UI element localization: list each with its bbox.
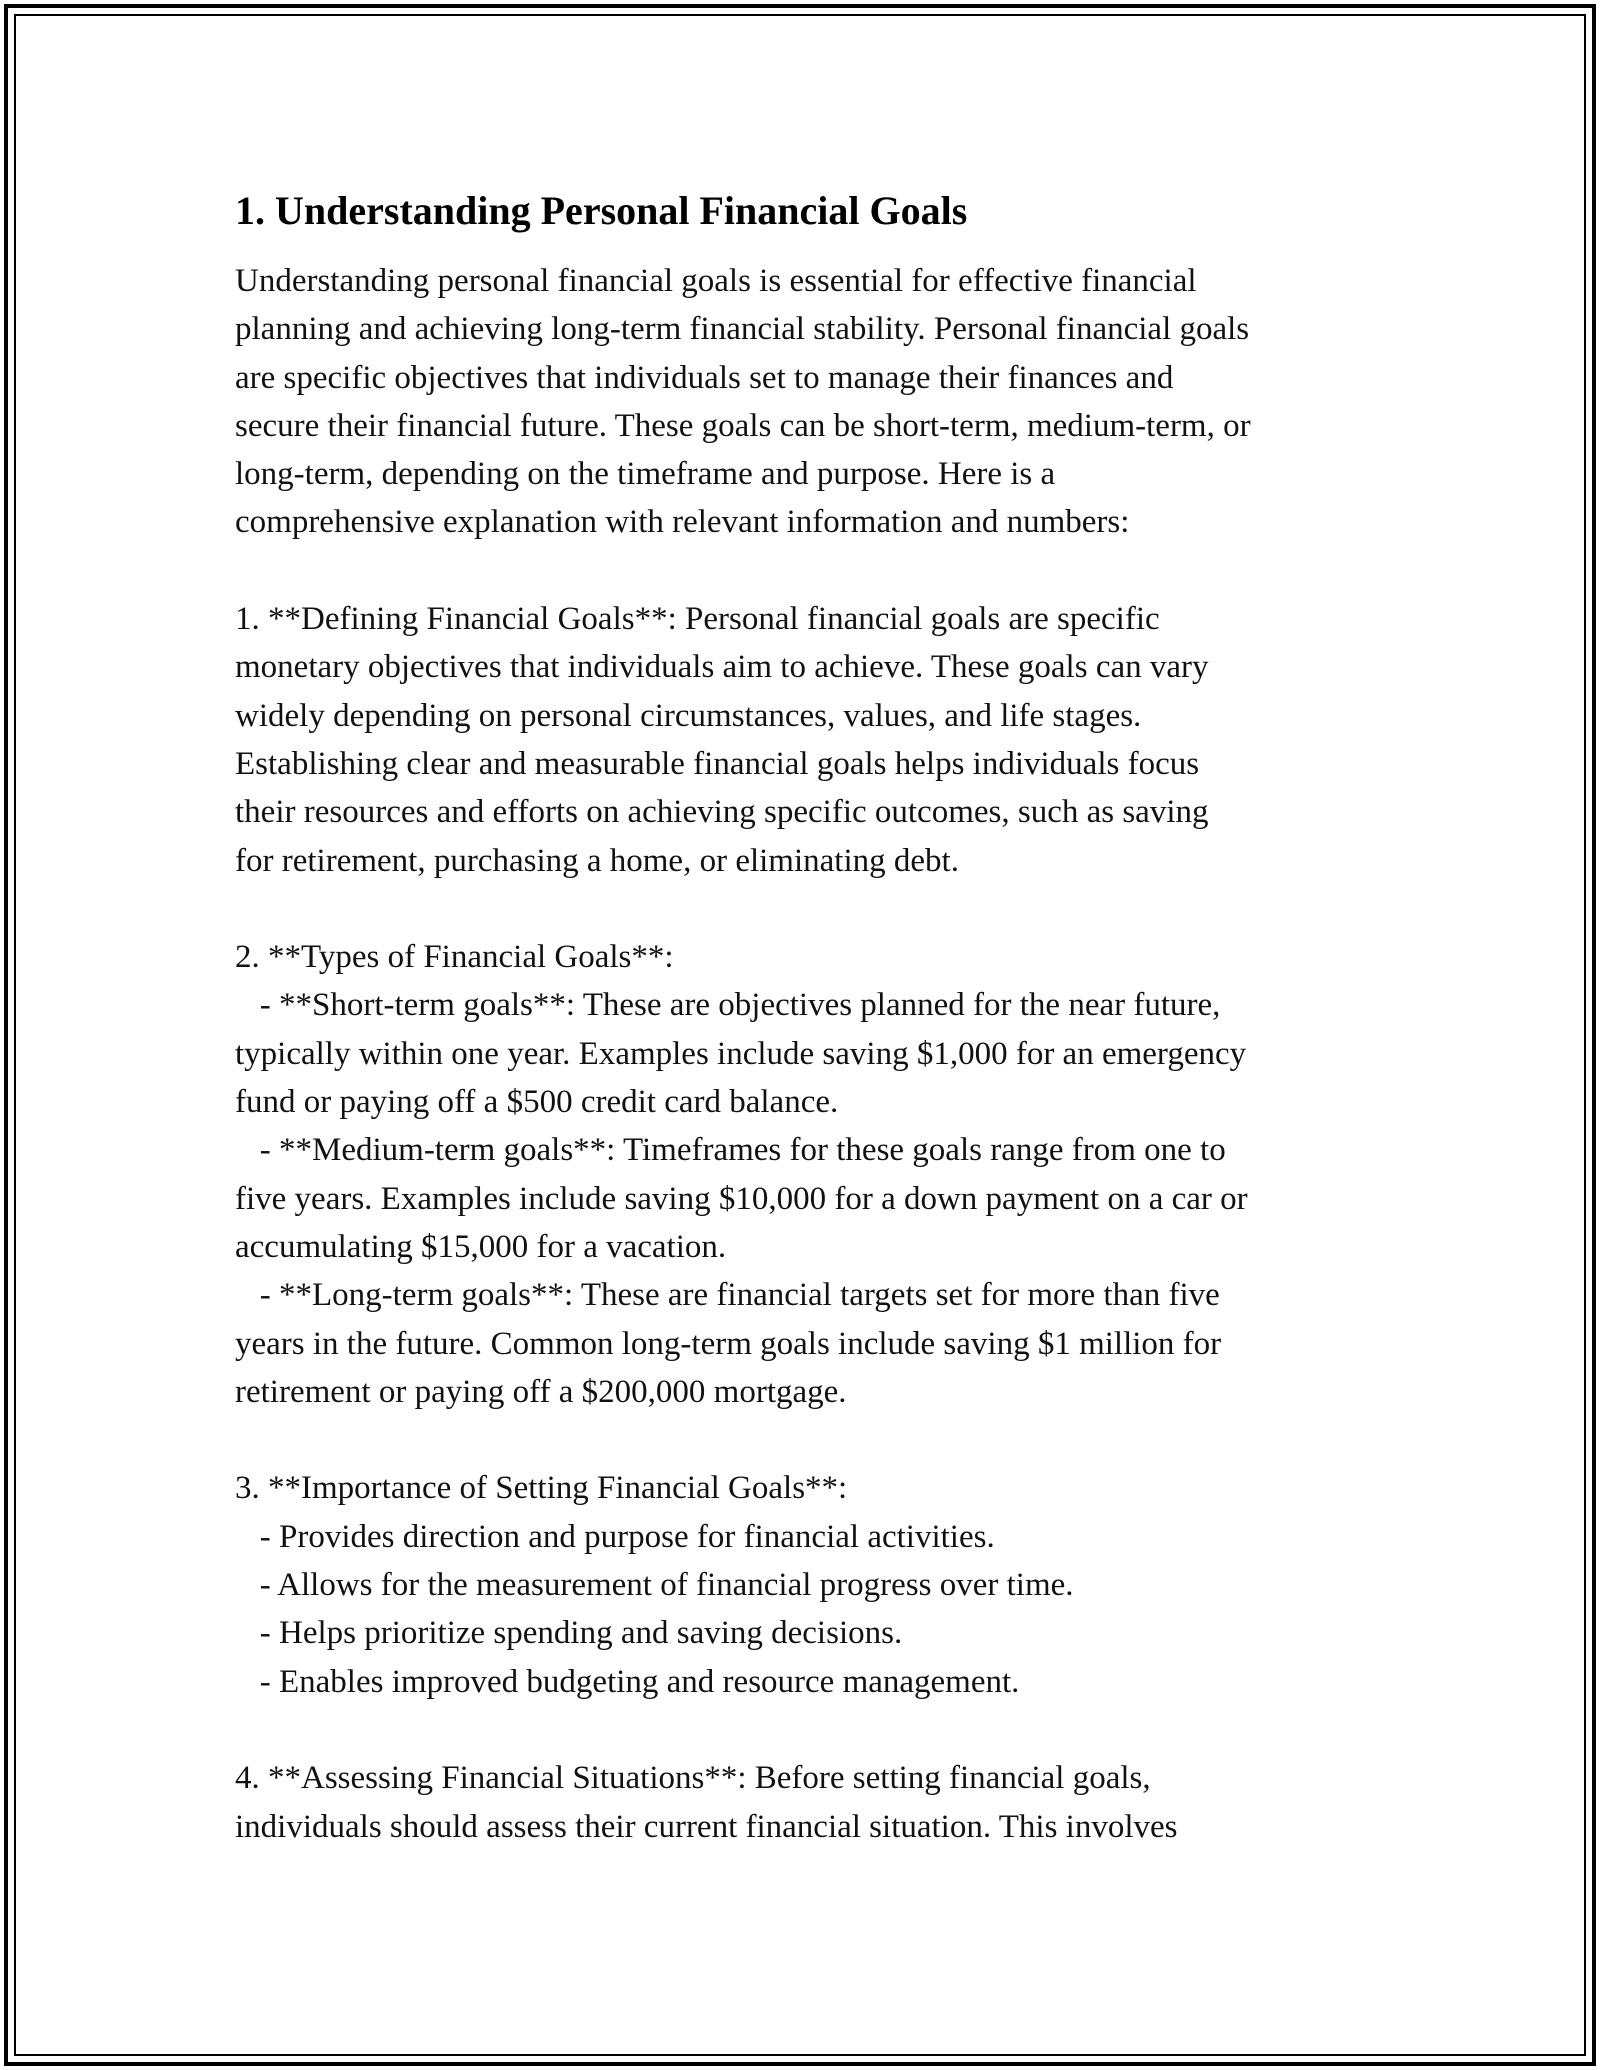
text-line: years in the future. Common long-term goals include saving $1 million for xyxy=(235,1325,1222,1362)
paragraph-intro xyxy=(235,257,1375,547)
text-line: Understanding personal financial goals is essential for effective financial xyxy=(235,263,1197,299)
text-line: accumulating $15,000 for a vacation. xyxy=(235,1228,727,1265)
text-line: comprehensive explanation with relevant information and numbers: xyxy=(235,504,1130,541)
text-line: 1. **Defining Financial Goals**: Personal financial goals are specific xyxy=(235,601,1160,638)
text-line: - **Medium-term goals**: Timeframes for these goals range from one to xyxy=(235,1132,1226,1169)
text-line: retirement or paying off a $200,000 mortgage. xyxy=(235,1373,847,1410)
text-line: 2. **Types of Financial Goals**: xyxy=(235,939,674,976)
paragraph-assessing xyxy=(235,1754,1375,1851)
text-line: are specific objectives that individuals set to manage their finances and xyxy=(235,359,1174,396)
text-line: 3. **Importance of Setting Financial Goals**: xyxy=(235,1470,848,1507)
text-line: secure their financial future. These goals can be short-term, medium-term, or xyxy=(235,407,1251,444)
text-line: widely depending on personal circumstances, values, and life stages. xyxy=(235,697,1142,734)
text-line: - **Short-term goals**: These are objectives planned for the near future, xyxy=(235,987,1221,1024)
text-line: - Provides direction and purpose for financial activities. xyxy=(235,1518,995,1555)
section-heading: 1. Understanding Personal Financial Goals xyxy=(235,188,968,233)
paragraph-gap xyxy=(235,1416,1375,1464)
text-line: fund or paying off a $500 credit card balance. xyxy=(235,1084,839,1121)
text-line: five years. Examples include saving $10,000 for a down payment on a car or xyxy=(235,1180,1248,1217)
paragraph-importance xyxy=(235,1464,1375,1705)
text-line: long-term, depending on the timeframe and purpose. Here is a xyxy=(235,456,1056,493)
paragraph-gap xyxy=(235,1706,1375,1754)
text-line: typically within one year. Examples include saving $1,000 for an emergency xyxy=(235,1035,1247,1072)
document-body xyxy=(235,185,1375,1851)
paragraph-defining-goals xyxy=(235,595,1375,885)
text-line: their resources and efforts on achieving specific outcomes, such as saving xyxy=(235,794,1209,831)
text-line: for retirement, purchasing a home, or eliminating debt. xyxy=(235,842,959,879)
text-line: Establishing clear and measurable financial goals helps individuals focus xyxy=(235,745,1200,782)
text-line: - **Long-term goals**: These are financial targets set for more than five xyxy=(235,1277,1220,1314)
text-line: - Allows for the measurement of financial progress over time. xyxy=(235,1567,1074,1604)
text-line: 4. **Assessing Financial Situations**: Before setting financial goals, xyxy=(235,1760,1151,1797)
paragraph-gap xyxy=(235,547,1375,595)
paragraph-types-of-goals xyxy=(235,933,1375,1416)
paragraph-gap xyxy=(235,885,1375,933)
text-line: - Enables improved budgeting and resource management. xyxy=(235,1663,1020,1700)
text-line: - Helps prioritize spending and saving decisions. xyxy=(235,1615,903,1652)
text-line: monetary objectives that individuals aim to achieve. These goals can vary xyxy=(235,649,1209,686)
text-line: individuals should assess their current financial situation. This involves xyxy=(235,1808,1178,1845)
text-line: planning and achieving long-term financial stability. Personal financial goals xyxy=(235,311,1250,348)
